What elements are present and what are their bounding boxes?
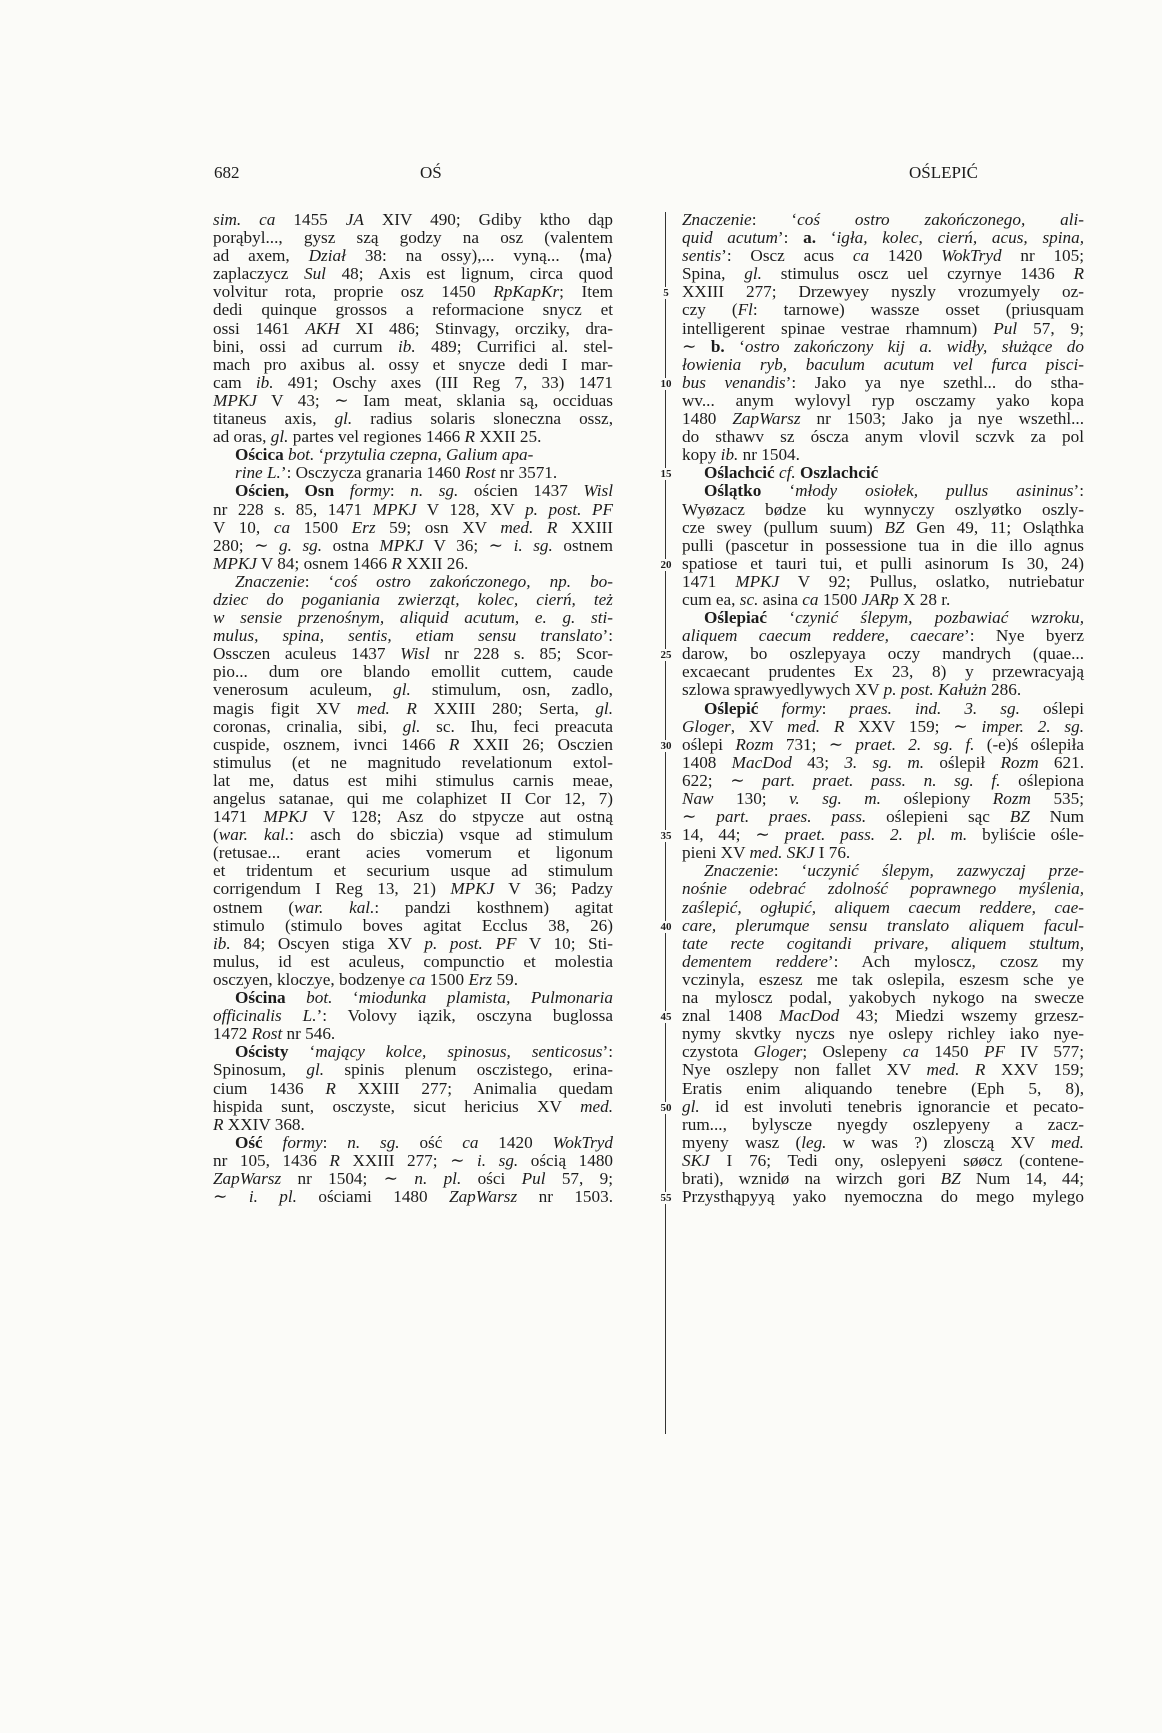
text-line: MPKJ V 84; osnem 1466 R XXII 26. [213, 553, 469, 573]
text-line: zaślepić, ogłupić, aliquem caecum reddere, cae- [682, 897, 1084, 917]
right-running-head: OŚLEPIĆ [909, 163, 978, 182]
text-line: oślepi Rozm 731; ∼ praet. 2. sg. f. (-e)ś oślepiła [682, 734, 1084, 754]
text-line: SKJ I 76; Tedi ony, oslepyeni søøcz (contene- [682, 1150, 1084, 1170]
text-line: nymy skvtky nyczs nye oslepy richley iako nye- [682, 1024, 1084, 1044]
text-line: dementem reddere’: Ach myloscz, czosz my [682, 951, 1084, 971]
text-line: coronas, crinalia, sibi, gl. sc. Ihu, feci preacuta [213, 716, 613, 736]
line-number: 25 [656, 649, 676, 661]
line-number: 15 [656, 468, 676, 480]
text-line: lat me, datus est mihi stimulus carnis meae, [213, 770, 613, 790]
text-line: intelligerent spinae vestrae rhamnum) Pul 57, 9; [682, 318, 1084, 338]
text-line: nr 105, 1436 R XXIII 277; ∼ i. sg. ością 1480 [213, 1150, 614, 1170]
text-line: rine L.’: Osczycza granaria 1460 Rost nr 3571. [235, 463, 558, 483]
line-number: 35 [656, 830, 676, 842]
text-line: kopy ib. nr 1504. [682, 445, 800, 465]
text-line: pulli (pascetur in possessione tua in die illo agnus [682, 535, 1084, 555]
text-line: Spina, gl. stimulus oscz uel czyrnye 1436 R [682, 264, 1084, 284]
text-line: łowienia ryb, baculum acutum vel furca pisci- [682, 354, 1084, 374]
text-line: Gloger, XV med. R XXV 159; ∼ imper. 2. sg. [682, 716, 1085, 736]
text-line: Znaczenie: ‘uczynić ślepym, zazwyczaj prze- [704, 861, 1085, 881]
text-line: ad axem, Dział 38: na ossy),... vyną... ⟨ma⟩ [213, 246, 613, 266]
page-header [214, 163, 978, 187]
text-line: ZapWarsz nr 1504; ∼ n. pl. ości Pul 57, 9; [213, 1168, 614, 1188]
text-line: Spinosum, gl. spinis plenum osczistego, erina- [213, 1060, 613, 1080]
text-line: wv... anym wylovyl ryp osczamy yako kopa [682, 390, 1084, 410]
text-line: angelus satanae, qui me colaphizet II Cor 12, 7) [213, 789, 613, 808]
text-line: pio... dum ore blando emollit cuttem, caude [213, 662, 613, 682]
line-number: 5 [656, 287, 676, 299]
text-line: sentis’: Oscz acus ca 1420 WokTryd nr 105; [682, 246, 1084, 266]
text-line: mulus, id est aculeus, compunctio et molestia [213, 951, 613, 971]
text-line: darow, bo oszlepyaya oczy mandrych (quae... [682, 644, 1084, 664]
text-line: zaplaczycz Sul 48; Axis est lignum, circa quod [213, 264, 613, 284]
text-line: officinalis L.’: Volovy iązik, osczyna buglossa [213, 1006, 614, 1026]
text-line: R XXIV 368. [213, 1114, 305, 1134]
text-line: ∼ part. praes. pass. oślepieni sąc BZ Num [682, 807, 1085, 827]
text-line: Przysthąpyyą yako nyemoczna do mego mylego [682, 1187, 1084, 1207]
line-number: 20 [656, 559, 676, 571]
text-line: sim. ca 1455 JA XIV 490; Gdiby ktho dąp [213, 210, 613, 229]
text-line: 1472 Rost nr 546. [213, 1024, 336, 1044]
text-line: Ość formy: n. sg. ość ca 1420 WokTryd [235, 1132, 614, 1152]
text-line: dedi quinque grossos a reformacione snycz et [213, 300, 613, 320]
text-line: vczinyla, eszesz me tak oslepila, eszesm sche ye [682, 969, 1084, 989]
line-number: 40 [656, 921, 676, 933]
text-line: cum ea, sc. asina ca 1500 JARp X 28 r. [682, 589, 951, 609]
text-line: porąbyl..., gysz szą godzy na osz (valentem [213, 228, 613, 248]
text-line: 1480 ZapWarsz nr 1503; Jako ja nye wszethl... [682, 409, 1084, 429]
text-line: Oślepić formy: praes. ind. 3. sg. oślepi [704, 698, 1084, 718]
text-line: Ościsty ‘mający kolce, spinosus, senticosus’: [235, 1042, 613, 1062]
text-line: mach pro axibus al. ossy et snycze dedi I mar- [213, 354, 613, 374]
text-line: Znaczenie: ‘coś ostro zakończonego, ali- [682, 210, 1085, 229]
text-line: ib. 84; Oscyen stiga XV p. post. PF V 10; Sti- [213, 933, 613, 953]
text-line: V 10, ca 1500 Erz 59; osn XV med. R XXIII [213, 517, 613, 537]
text-line: bus venandis’: Jako ya nye szethl... do stha- [682, 372, 1084, 392]
text-line: cium 1436 R XXIII 277; Animalia quedam [213, 1078, 613, 1098]
text-line: Oślachcić cf. Oszlachcić [704, 463, 879, 483]
text-line: ∼ b. ‘ostro zakończony kij a. widły, służące do [682, 336, 1084, 356]
line-number: 10 [656, 378, 676, 390]
text-line: Wyøzacz bødze ku wynnyczy oszlyøtko oszly- [682, 499, 1084, 519]
text-line: Eratis enim aliquando tenebre (Eph 5, 8), [682, 1078, 1084, 1098]
text-line: nośnie odebrać zdolność poprawnego myślenia, [682, 879, 1084, 899]
text-line: 14, 44; ∼ praet. pass. 2. pl. m. byliście ośle- [682, 825, 1084, 845]
column-divider [665, 212, 666, 1434]
text-line: Ościna bot. ‘miodunka plamista, Pulmonaria [235, 988, 613, 1008]
text-line: 1471 MPKJ V 128; Asz do stpycze aut ostną [213, 807, 613, 827]
text-line: w sensie przenośnym, aliquid acutum, e. g. sti- [213, 608, 613, 628]
text-line: dziec do poganiania zwierząt, kolec, cierń, też [213, 589, 613, 609]
text-line: quid acutum’: a. ‘igła, kolec, cierń, acus, spina, [682, 228, 1085, 248]
text-line: rum..., bylyscze nyegdy oszlepyeny a zacz- [682, 1114, 1084, 1134]
text-line: ostnem (war. kal.: pandzi kosthnem) agitat [213, 897, 614, 917]
line-number: 50 [656, 1102, 676, 1114]
text-line: volvitur rota, proprie osz 1450 RpKapKr; Item [213, 282, 613, 302]
line-number: 45 [656, 1011, 676, 1023]
text-line: do sthawv sz óscza anym vlovil sczvk za pol [682, 427, 1084, 447]
text-line: gl. id est involuti tenebris ignorancie et pecato- [682, 1096, 1084, 1116]
text-line: 622; ∼ part. praet. pass. n. sg. f. oślepiona [682, 770, 1084, 790]
text-line: Znaczenie: ‘coś ostro zakończonego, np. bo- [235, 571, 613, 591]
text-line: czy (Fl: tarnowe) wassze osset (priusquam [682, 300, 1084, 320]
text-line: Oślątko ‘młody osiołek, pullus asininus’: [704, 481, 1084, 501]
text-line: 280; ∼ g. sg. ostna MPKJ V 36; ∼ i. sg. ostnem [213, 535, 613, 555]
text-line: tate recte cogitandi privare, aliquem stultum, [682, 933, 1084, 953]
text-line: na myloscz podal, yakobych nykogo na swecze [682, 988, 1084, 1008]
text-line: Naw 130; v. sg. m. oślepiony Rozm 535; [682, 789, 1085, 808]
text-line: bini, ossi ad currum ib. 489; Currifici al. stel- [213, 336, 613, 356]
text-line: pieni XV med. SKJ I 76. [682, 843, 851, 863]
text-line: cze swey (pullum suum) BZ Gen 49, 11; Osląthka [682, 517, 1084, 537]
text-line: ∼ i. pl. ościami 1480 ZapWarsz nr 1503. [213, 1187, 613, 1207]
text-line: cuspide, osznem, ivnci 1466 R XXII 26; Osczien [213, 734, 614, 754]
text-line: spatiose et tauri tui, et pulli asinorum Is 30, 24) [682, 553, 1084, 573]
text-line: cam ib. 491; Oschy axes (III Reg 7, 33) 1471 [213, 372, 613, 392]
text-line: excaecant prudentes Ex 23, 8) y przewracyają [682, 662, 1084, 682]
text-line: magis figit XV med. R XXIII 280; Serta, gl. [213, 698, 613, 718]
text-line: Nye oszlepy non fallet XV med. R XXV 159; [682, 1060, 1085, 1080]
left-column [213, 211, 613, 1206]
text-line: mulus, spina, sentis, etiam sensu translato’: [213, 626, 613, 646]
text-line: brati), wznidø na wirzch gori BZ Num 14, 44; [682, 1168, 1084, 1188]
text-line: corrigendum I Reg 13, 21) MPKJ V 36; Padzy [213, 879, 613, 899]
left-running-head: OŚ [420, 163, 442, 182]
text-line: stimulo (stimulo boves agitat Ecclus 38, 26) [213, 915, 613, 935]
text-line: szlowa sprawyedlywych XV p. post. Kałużn 286. [682, 680, 1022, 700]
right-column [682, 211, 1084, 1206]
text-line: myeny wasz (leg. w was ?) zlosczą XV med. [682, 1132, 1084, 1152]
text-line: Oślepiać ‘czynić ślepym, pozbawiać wzroku, [704, 608, 1085, 628]
text-line: osczyen, kloczye, bodzenye ca 1500 Erz 59. [213, 969, 519, 989]
text-line: ad oras, gl. partes vel regiones 1466 R XXII 25. [213, 427, 542, 447]
text-line: titaneus axis, gl. radius solaris sloneczna ossz, [213, 409, 613, 429]
text-line: MPKJ V 43; ∼ Iam meat, sklania są, occiduas [213, 390, 613, 410]
text-line: hispida sunt, osczyste, sicut hericius XV med. [213, 1096, 613, 1116]
line-number: 55 [656, 1192, 676, 1204]
text-line: Ossczen aculeus 1437 Wisl nr 228 s. 85; Scor- [213, 644, 613, 664]
line-number: 30 [656, 740, 676, 752]
text-line: care, plerumque sensu translato aliquem facul- [682, 915, 1084, 935]
text-line: venerosum aculeum, gl. stimulum, osn, zadlo, [213, 680, 613, 700]
text-line: XXIII 277; Drzewyey nyszly vrozumyely oz- [682, 282, 1084, 302]
text-line: 1471 MPKJ V 92; Pullus, oslatko, nutriebatur [682, 571, 1085, 591]
text-line: (retusae... erant acies vomerum et ligonum [213, 843, 613, 863]
text-line: 1408 MacDod 43; 3. sg. m. oślepił Rozm 621. [682, 752, 1084, 772]
text-line: Ościen, Osn formy: n. sg. ościen 1437 Wisl [235, 481, 613, 501]
text-line: et tridentum et securium usque ad stimulum [213, 861, 613, 881]
page-number: 682 [214, 163, 240, 182]
text-line: aliquem caecum reddere, caecare’: Nye byerz [682, 626, 1084, 646]
text-line: nr 228 s. 85, 1471 MPKJ V 128, XV p. post. PF [213, 499, 613, 519]
text-line: (war. kal.: asch do sbiczia) vsque ad stimulum [213, 825, 613, 845]
text-line: czystota Gloger; Oslepeny ca 1450 PF IV 577; [682, 1042, 1084, 1062]
text-line: Ościca bot. ‘przytulia czepna, Galium apa- [235, 445, 534, 465]
text-line: znal 1408 MacDod 43; Miedzi wszemy grzesz- [682, 1006, 1084, 1026]
text-line: stimulus (et ne magnitudo revelationum extol- [213, 752, 613, 772]
text-line: ossi 1461 AKH XI 486; Stinvagy, orcziky, dra- [213, 318, 614, 338]
